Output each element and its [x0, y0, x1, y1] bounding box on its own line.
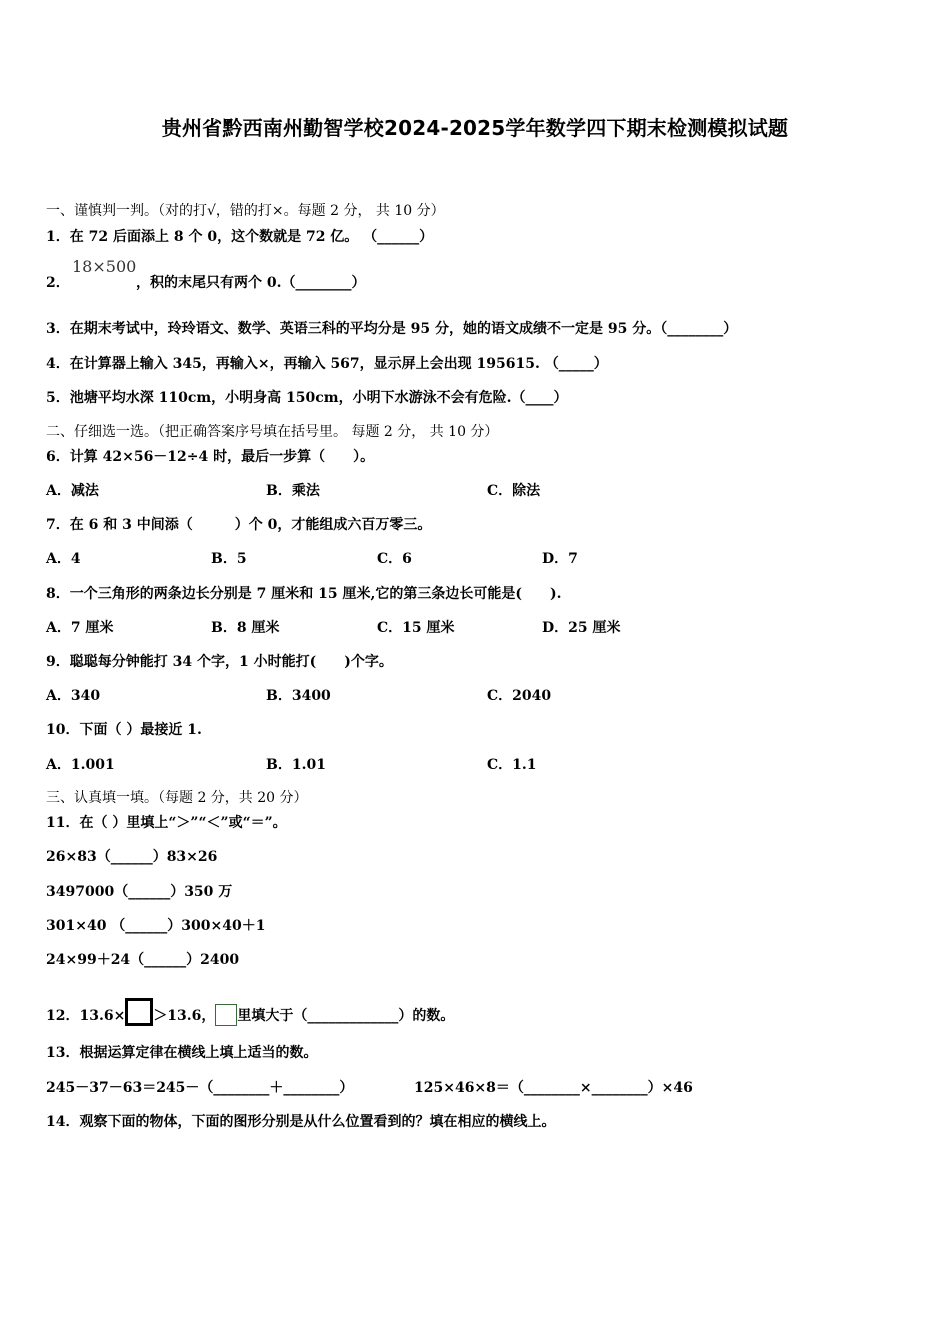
page-title: 贵州省黔西南州勤智学校2024-2025学年数学四下期末检测模拟试题: [161, 116, 789, 140]
question-11-item: 24×99＋24（______）2400: [46, 952, 240, 968]
question-9: 9．聪聪每分钟能打 34 个字，1 小时能打( )个字。: [46, 654, 393, 670]
answer-box-icon: [215, 1004, 237, 1026]
question-7-option[interactable]: A．4: [46, 551, 81, 567]
question-7-option[interactable]: D．7: [542, 551, 578, 567]
question-8-option[interactable]: D．25 厘米: [542, 620, 621, 636]
question-10-option[interactable]: B．1.01: [266, 757, 326, 773]
question-11-item: 301×40 （______）300×40＋1: [46, 918, 266, 934]
question-2-text: ，积的末尾只有两个 0.（________）: [136, 275, 366, 291]
section-2-heading: 二、仔细选一选。（把正确答案序号填在括号里。 每题 2 分， 共 10 分）: [46, 424, 499, 440]
question-2-number: 2．: [46, 275, 70, 291]
question-12: [46, 998, 454, 1026]
section-1-heading: 一、谨慎判一判。（对的打√，错的打×。每题 2 分， 共 10 分）: [46, 203, 445, 219]
question-9-option[interactable]: A．340: [46, 688, 101, 704]
question-11-item: 26×83（______）83×26: [46, 849, 218, 865]
question-4: 4．在计算器上输入 345，再输入×，再输入 567，显示屏上会出现 195615. （_____）: [46, 356, 608, 372]
question-6-option[interactable]: A．减法: [46, 483, 99, 499]
section-3-heading: 三、认真填一填。（每题 2 分，共 20 分）: [46, 790, 308, 806]
question-9-option[interactable]: B．3400: [266, 688, 331, 704]
question-7-option[interactable]: B．5: [211, 551, 247, 567]
question-13-right: 125×46×8＝（________×________）×46: [414, 1080, 693, 1096]
question-3: 3．在期末考试中，玲玲语文、数学、英语三科的平均分是 95 分，她的语文成绩不一定是 95 分。（________）: [46, 321, 738, 337]
question-8-option[interactable]: A．7 厘米: [46, 620, 114, 636]
question-10: 10．下面（ ）最接近 1.: [46, 722, 202, 738]
question-9-option[interactable]: C．2040: [487, 688, 552, 704]
question-6: 6．计算 42×56－12÷4 时，最后一步算（ ）。: [46, 449, 375, 465]
answer-box-icon: [125, 998, 153, 1026]
question-8-option[interactable]: B．8 厘米: [211, 620, 280, 636]
question-8-option[interactable]: C．15 厘米: [377, 620, 455, 636]
question-13: 13．根据运算定律在横线上填上适当的数。: [46, 1045, 318, 1061]
question-7-option[interactable]: C．6: [377, 551, 412, 567]
question-14: 14．观察下面的物体，下面的图形分别是从什么位置看到的？填在相应的横线上。: [46, 1114, 556, 1130]
question-12-middle: ＞13.6，: [153, 1008, 216, 1024]
question-8: 8．一个三角形的两条边长分别是 7 厘米和 15 厘米,它的第三条边长可能是( ).: [46, 586, 562, 602]
question-6-option[interactable]: B．乘法: [266, 483, 320, 499]
question-10-option[interactable]: C．1.1: [487, 757, 537, 773]
question-5: 5．池塘平均水深 110cm，小明身高 150cm，小明下水游泳不会有危险.（____）: [46, 390, 568, 406]
question-7: 7．在 6 和 3 中间添（ ）个 0，才能组成六百万零三。: [46, 517, 432, 533]
question-12-prefix: 12．13.6×: [46, 1008, 126, 1024]
question-11: 11．在（ ）里填上“＞”“＜”或“＝”。: [46, 815, 287, 831]
question-1: 1．在 72 后面添上 8 个 0，这个数就是 72 亿。 （______）: [46, 229, 434, 245]
question-2-expression: 18×500: [72, 257, 137, 276]
question-6-option[interactable]: C．除法: [487, 483, 541, 499]
question-10-option[interactable]: A．1.001: [46, 757, 115, 773]
question-13-left: 245－37－63＝245－（________＋________）: [46, 1080, 354, 1096]
question-12-suffix: 里填大于（_____________）的数。: [237, 1008, 455, 1024]
question-11-item: 3497000（______）350 万: [46, 884, 233, 900]
